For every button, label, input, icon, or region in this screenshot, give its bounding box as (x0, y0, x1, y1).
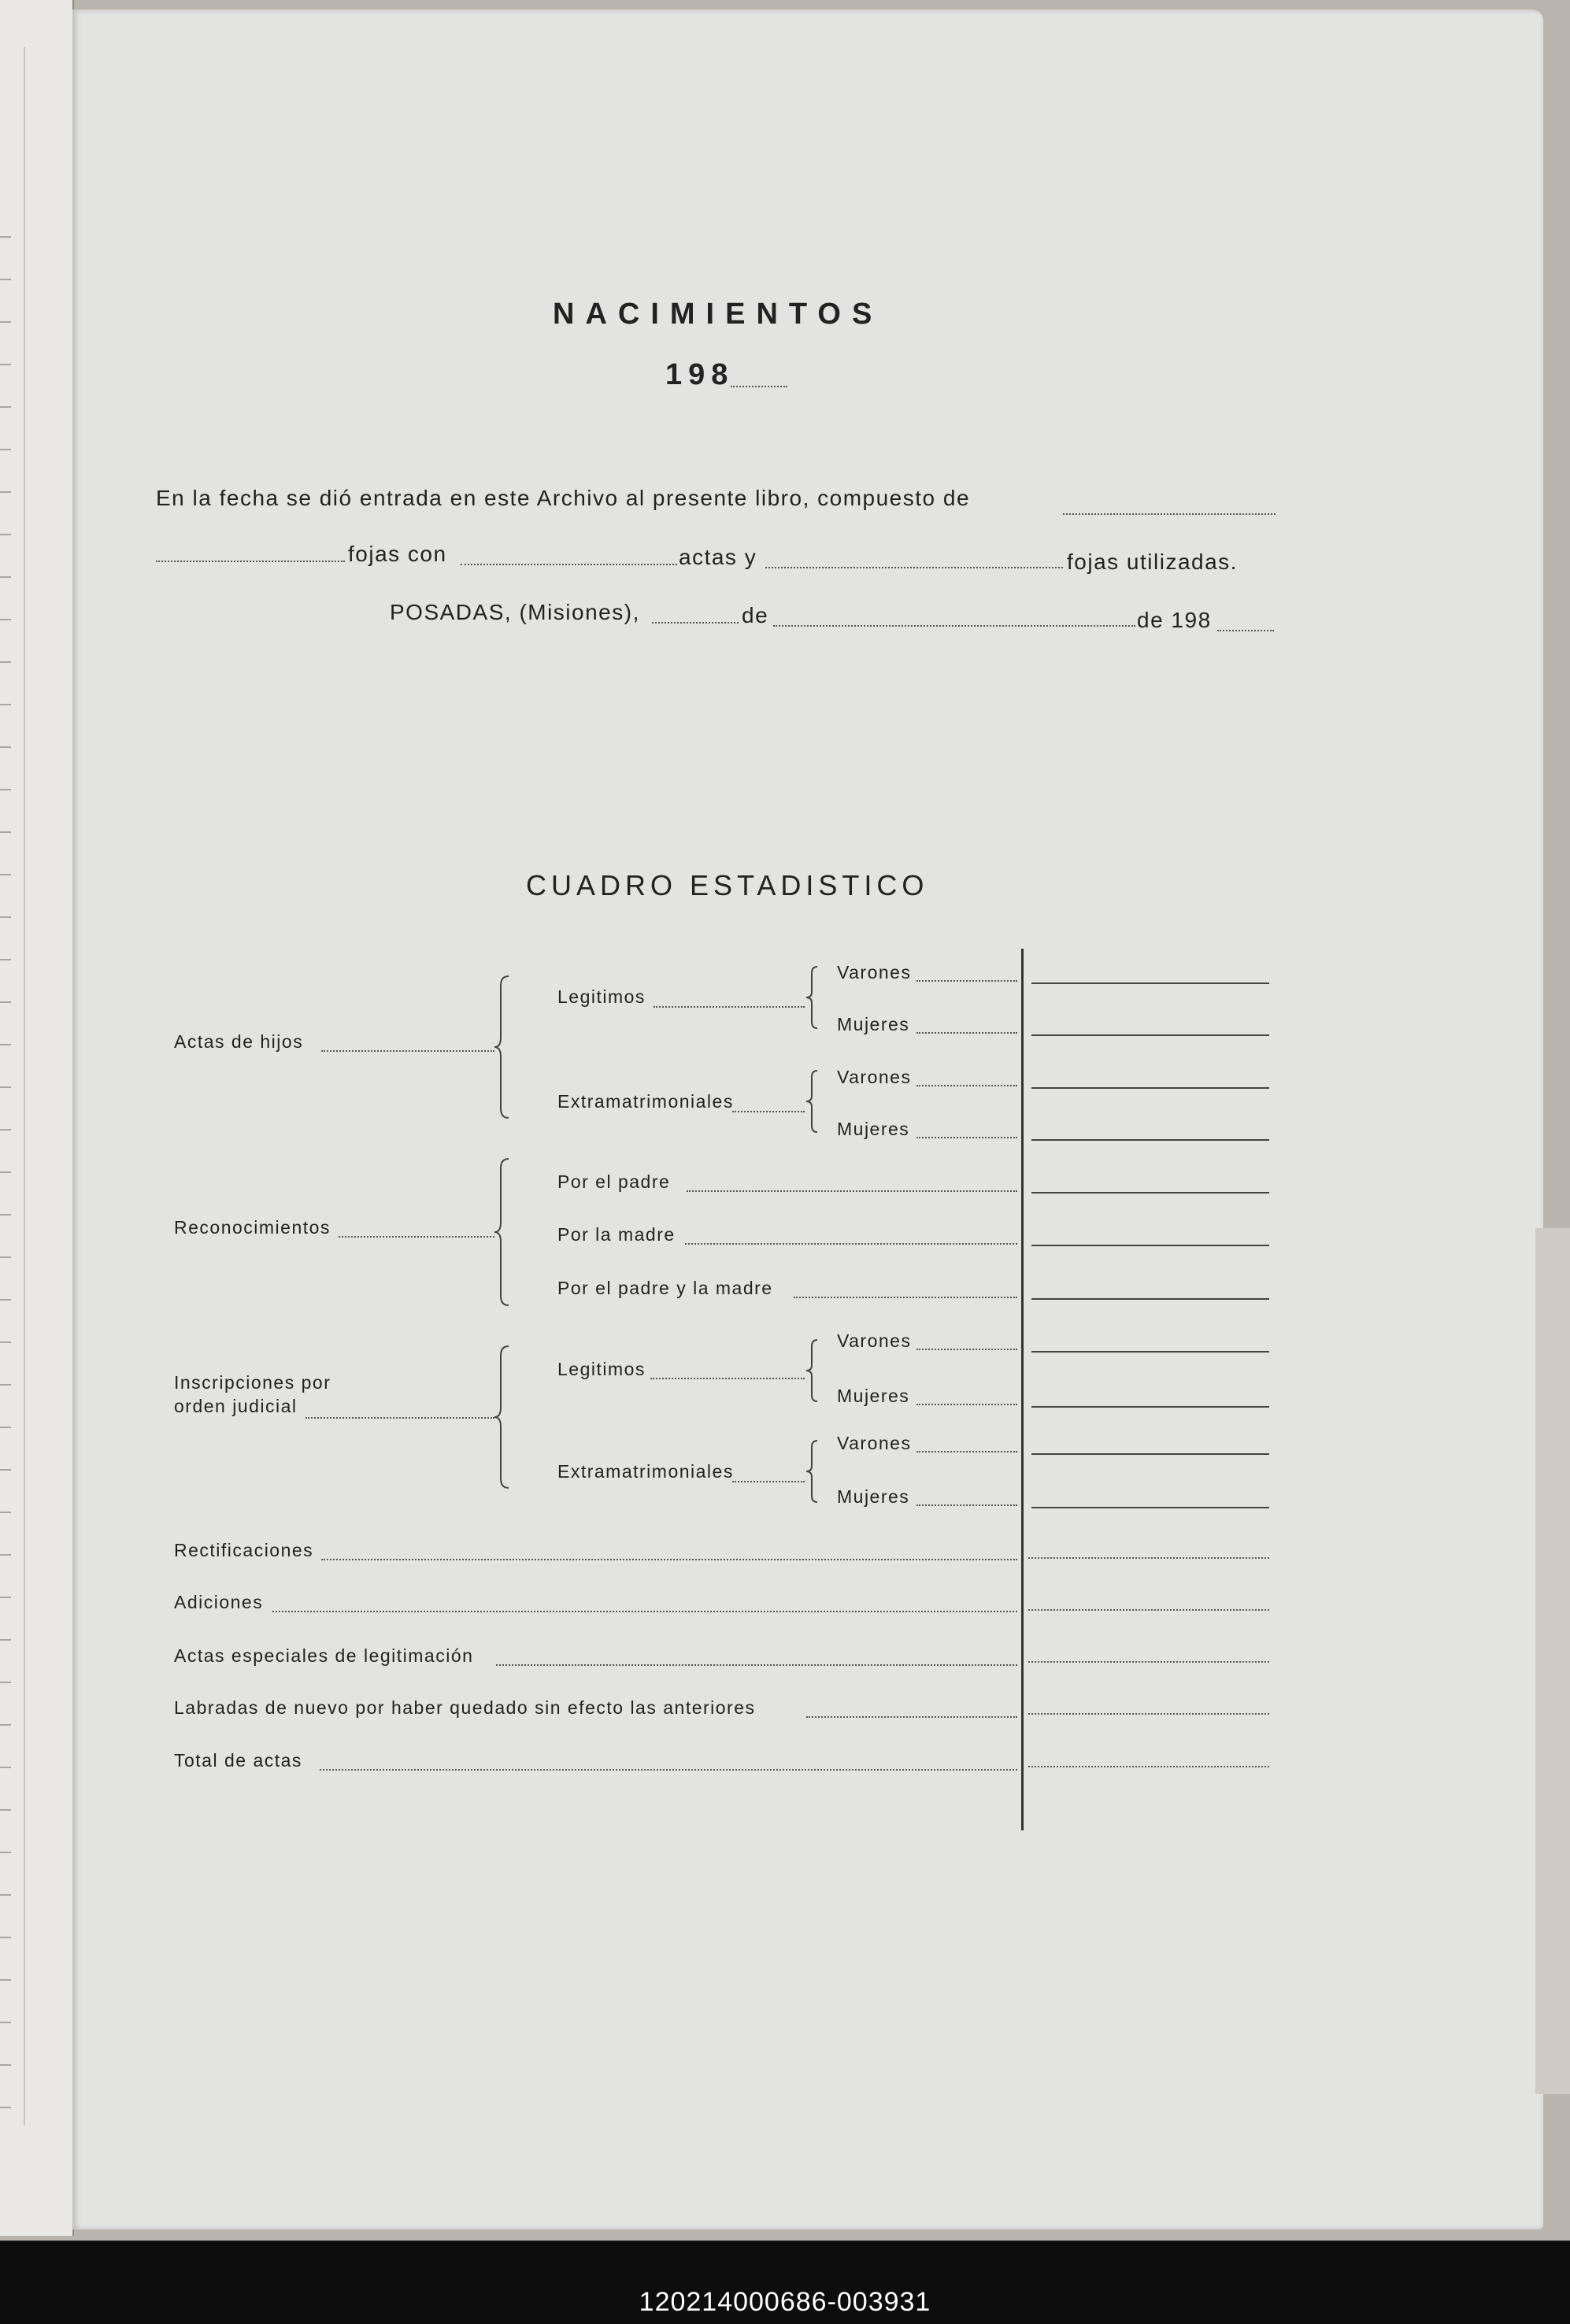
left-page-edge (0, 0, 74, 2236)
intro-posadas: POSADAS, (Misiones), (390, 600, 640, 624)
blank-fojas (156, 561, 345, 562)
label-extramatrimoniales-2: Extramatrimoniales (557, 1461, 734, 1482)
dots-varones-3 (916, 1349, 1017, 1350)
label-varones-4: Varones (837, 1433, 912, 1453)
dots-varones-4 (916, 1451, 1017, 1452)
left-page-rule (0, 789, 11, 790)
document-title: NACIMIENTOS (553, 298, 883, 331)
blank-anio (1217, 630, 1274, 631)
dots-legitimos-2 (650, 1378, 805, 1379)
line-total (1028, 1766, 1269, 1767)
left-page-rule (0, 619, 11, 620)
label-mujeres-3: Mujeres (837, 1386, 910, 1406)
year-blank (731, 386, 787, 387)
line-varones-2 (1031, 1087, 1269, 1089)
left-page-rule (0, 1086, 11, 1088)
left-page-rule (0, 1979, 11, 1981)
label-mujeres-1: Mujeres (837, 1014, 910, 1034)
left-page-rule (0, 1469, 11, 1471)
label-varones-3: Varones (837, 1330, 912, 1351)
dots-extramatrimoniales-2 (732, 1481, 805, 1482)
line-adiciones (1028, 1609, 1269, 1611)
left-page-rule (0, 1682, 11, 1683)
label-legitimos-2: Legitimos (557, 1359, 646, 1379)
left-page-rule (0, 1767, 11, 1768)
left-page-rule (0, 874, 11, 875)
label-mujeres-2: Mujeres (837, 1119, 910, 1139)
cuadro-title: CUADRO ESTADISTICO (526, 869, 929, 901)
left-page-margin-line (24, 47, 25, 2126)
left-page-rule (0, 1724, 11, 1726)
label-varones-2: Varones (837, 1067, 912, 1087)
brace-actas-hijos (493, 975, 515, 1119)
label-adiciones: Adiciones (174, 1592, 264, 1612)
left-page-rule (0, 1384, 11, 1386)
label-extramatrimoniales-1: Extramatrimoniales (557, 1091, 734, 1112)
label-varones-1: Varones (837, 962, 912, 983)
dots-total (320, 1769, 1017, 1771)
dots-labradas (806, 1716, 1017, 1718)
label-reconocimientos: Reconocimientos (174, 1217, 331, 1238)
left-page-rule (0, 2022, 11, 2023)
blank-compuesto (1063, 513, 1276, 515)
left-page-rule (0, 704, 11, 705)
brace-extramatrimoniales-1 (805, 1069, 824, 1134)
left-page-rule (0, 576, 11, 578)
left-page-rule (0, 406, 11, 408)
left-page-rule (0, 1341, 11, 1343)
line-por-padre (1031, 1192, 1269, 1193)
intro-de: de (742, 603, 769, 627)
dots-por-ambos (794, 1297, 1017, 1298)
left-page-rule (0, 491, 11, 493)
dots-inscripciones (305, 1417, 494, 1419)
left-page-rule (0, 1639, 11, 1641)
label-por-padre: Por el padre (557, 1171, 671, 1192)
dots-por-padre (687, 1190, 1017, 1192)
left-page-rule (0, 916, 11, 918)
dots-varones-2 (916, 1085, 1017, 1086)
blank-mes (773, 625, 1135, 627)
intro-fojas-con: fojas con (348, 542, 447, 566)
dots-actas-hijos (321, 1050, 494, 1052)
dots-adiciones (272, 1611, 1017, 1612)
brace-inscripciones (493, 1345, 515, 1490)
label-actas-hijos: Actas de hijos (174, 1031, 304, 1052)
intro-line1: En la fecha se dió entrada en este Archivo al presente libro, compuesto de (156, 486, 971, 510)
dots-mujeres-2 (916, 1137, 1017, 1138)
left-page-rule (0, 534, 11, 535)
dots-reconocimientos (339, 1236, 494, 1238)
left-page-rule (0, 1214, 11, 1216)
document-year: 198 (665, 358, 735, 391)
dots-extramatrimoniales-1 (732, 1111, 805, 1112)
brace-reconocimientos (493, 1157, 515, 1307)
intro-actas-y: actas y (679, 545, 757, 569)
line-por-ambos (1031, 1298, 1269, 1300)
dots-mujeres-3 (916, 1404, 1017, 1405)
dots-mujeres-1 (916, 1032, 1017, 1034)
intro-de-198: de 198 (1137, 608, 1212, 632)
intro-fojas-utilizadas: fojas utilizadas. (1067, 550, 1238, 574)
left-page-rule (0, 2107, 11, 2108)
line-actas-especiales (1028, 1661, 1269, 1663)
label-rectificaciones: Rectificaciones (174, 1540, 314, 1560)
label-total: Total de actas (174, 1750, 302, 1771)
left-page-rule (0, 1427, 11, 1428)
label-por-ambos: Por el padre y la madre (557, 1278, 773, 1298)
label-por-madre: Por la madre (557, 1224, 676, 1245)
label-legitimos-1: Legitimos (557, 986, 646, 1007)
left-page-rule (0, 2064, 11, 2066)
line-mujeres-3 (1031, 1406, 1269, 1408)
line-por-madre (1031, 1245, 1269, 1246)
left-page-rule (0, 1809, 11, 1811)
left-page-rule (0, 1597, 11, 1598)
brace-legitimos-2 (805, 1338, 824, 1403)
left-page-rule (0, 746, 11, 748)
left-page-rule (0, 321, 11, 323)
left-page-rule (0, 1512, 11, 1513)
left-page-rule (0, 1044, 11, 1045)
label-labradas: Labradas de nuevo por haber quedado sin efecto las anteriores (174, 1697, 756, 1718)
dots-actas-especiales (496, 1664, 1017, 1666)
dots-por-madre (685, 1243, 1017, 1245)
dots-mujeres-4 (916, 1504, 1017, 1506)
label-inscripciones-1: Inscripciones por (174, 1372, 331, 1393)
right-book-edge (1535, 1228, 1570, 2094)
left-page-rule (0, 1256, 11, 1258)
blank-fojas-utilizadas (765, 567, 1063, 568)
left-page-rule (0, 364, 11, 365)
left-page-rule (0, 661, 11, 663)
label-mujeres-4: Mujeres (837, 1486, 910, 1507)
left-page-rule (0, 831, 11, 833)
line-varones-4 (1031, 1453, 1269, 1455)
left-page-rule (0, 1001, 11, 1003)
dots-varones-1 (916, 980, 1017, 982)
left-page-rule (0, 1171, 11, 1173)
left-page-rule (0, 1937, 11, 1938)
line-labradas (1028, 1713, 1269, 1715)
line-varones-1 (1031, 983, 1269, 984)
blank-dia (652, 622, 739, 624)
left-page-rule (0, 236, 11, 238)
left-page-rule (0, 1554, 11, 1556)
line-varones-3 (1031, 1351, 1269, 1353)
blank-actas (461, 564, 677, 565)
dots-legitimos-1 (654, 1006, 805, 1008)
left-page-rule (0, 959, 11, 960)
left-page-rule (0, 1852, 11, 1853)
left-page-rule (0, 449, 11, 450)
left-page-rule (0, 1299, 11, 1301)
label-inscripciones-2: orden judicial (174, 1396, 298, 1416)
brace-extramatrimoniales-2 (805, 1439, 824, 1504)
line-mujeres-1 (1031, 1034, 1269, 1036)
line-mujeres-4 (1031, 1507, 1269, 1508)
left-page-rule (0, 1129, 11, 1131)
table-divider (1021, 949, 1024, 1830)
left-page-rule (0, 1894, 11, 1896)
scan-id: 120214000686-003931 (639, 2287, 931, 2317)
left-page-rule (0, 279, 11, 280)
label-actas-especiales: Actas especiales de legitimación (174, 1645, 474, 1666)
line-rectificaciones (1028, 1557, 1269, 1559)
line-mujeres-2 (1031, 1139, 1269, 1141)
brace-legitimos-1 (805, 965, 824, 1030)
dots-rectificaciones (321, 1559, 1017, 1560)
